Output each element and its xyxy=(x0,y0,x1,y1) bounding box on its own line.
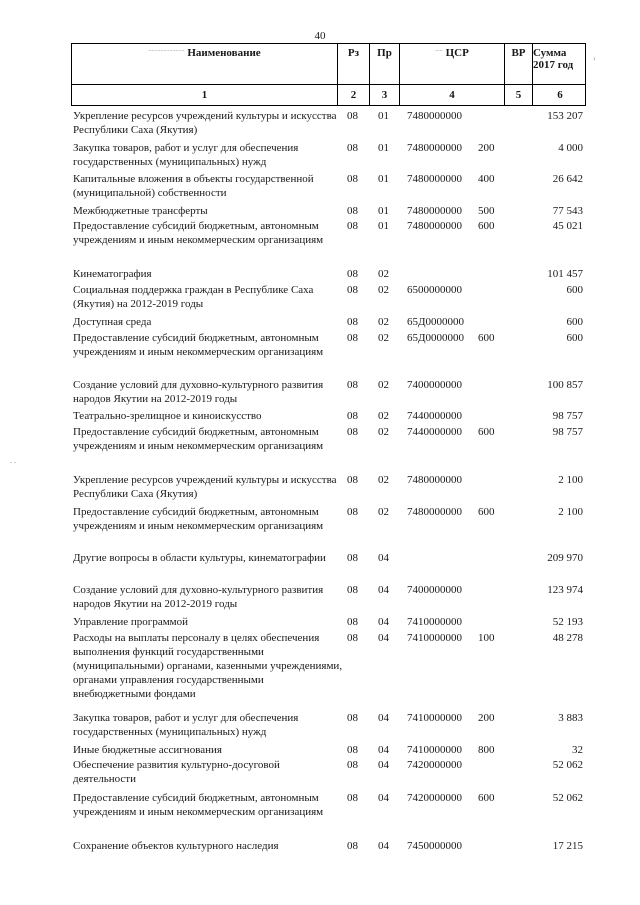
cell-pr: 04 xyxy=(378,840,389,852)
cell-sum: 153 207 xyxy=(547,110,583,122)
scan-artifact: ........................ xyxy=(148,47,185,53)
cell-csr: 7400000000 xyxy=(407,584,462,596)
cell-vr: 400 xyxy=(478,173,495,185)
cell-rz: 08 xyxy=(347,584,358,596)
cell-csr: 7410000000 xyxy=(407,632,462,644)
cell-pr: 04 xyxy=(378,632,389,644)
cell-sum: 48 278 xyxy=(552,632,583,644)
cell-sum: 17 215 xyxy=(552,840,583,852)
cell-rz: 08 xyxy=(347,379,358,391)
cell-csr: 7440000000 xyxy=(407,426,462,438)
cell-sum: 4 000 xyxy=(558,142,583,154)
cell-name: Предоставление субсидий бюджетным, автономным учреждениям и иным некоммерческим организациям xyxy=(73,332,324,358)
page-number: 40 xyxy=(314,30,326,42)
cell-pr: 02 xyxy=(378,332,389,344)
cell-csr: 7480000000 xyxy=(407,142,462,154)
cell-csr: 7480000000 xyxy=(407,506,462,518)
margin-mark: › xyxy=(593,54,596,63)
cell-rz: 08 xyxy=(347,506,358,518)
cell-name: Закупка товаров, работ и услуг для обеспечения государственных (муниципальных) нужд xyxy=(73,142,299,168)
cell-name: Предоставление субсидий бюджетным, автономным учреждениям и иным некоммерческим организациям xyxy=(73,220,324,246)
cell-pr: 04 xyxy=(378,712,389,724)
cell-vr: 500 xyxy=(478,205,495,217)
cell-name: Кинематография xyxy=(73,268,152,280)
cell-pr: 02 xyxy=(378,316,389,328)
cell-pr: 01 xyxy=(378,173,389,185)
cell-name: Закупка товаров, работ и услуг для обеспечения государственных (муниципальных) нужд xyxy=(73,712,299,738)
cell-pr: 02 xyxy=(378,410,389,422)
cell-sum: 2 100 xyxy=(558,474,583,486)
cell-sum: 52 193 xyxy=(552,616,583,628)
cell-rz: 08 xyxy=(347,142,358,154)
cell-rz: 08 xyxy=(347,316,358,328)
cell-pr: 04 xyxy=(378,792,389,804)
cell-sum: 600 xyxy=(566,284,583,296)
cell-csr: 7480000000 xyxy=(407,205,462,217)
cell-name: Сохранение объектов культурного наследия xyxy=(73,840,279,852)
cell-rz: 08 xyxy=(347,840,358,852)
cell-csr: 7410000000 xyxy=(407,712,462,724)
cell-rz: 08 xyxy=(347,712,358,724)
cell-rz: 08 xyxy=(347,205,358,217)
cell-name: Предоставление субсидий бюджетным, автономным учреждениям и иным некоммерческим организациям xyxy=(73,792,324,818)
cell-rz: 08 xyxy=(347,552,358,564)
cell-rz: 08 xyxy=(347,759,358,771)
cell-vr: 600 xyxy=(478,792,495,804)
cell-name: Иные бюджетные ассигнования xyxy=(73,744,222,756)
cell-vr: 200 xyxy=(478,142,495,154)
cell-rz: 08 xyxy=(347,332,358,344)
cell-rz: 08 xyxy=(347,110,358,122)
header-name-cell xyxy=(72,44,338,84)
cell-rz: 08 xyxy=(347,220,358,232)
cell-sum: 77 543 xyxy=(552,205,583,217)
cell-sum: 100 857 xyxy=(547,379,583,391)
scan-artifact: ..... xyxy=(435,47,443,53)
cell-sum: 26 642 xyxy=(552,173,583,185)
cell-csr: 7450000000 xyxy=(407,840,462,852)
header-rz-cell xyxy=(338,44,370,84)
col-number-2: 2 xyxy=(338,85,370,105)
header-csr: ЦСР xyxy=(445,47,469,59)
col-number-1: 1 xyxy=(72,85,338,105)
cell-sum: 101 457 xyxy=(547,268,583,280)
cell-sum: 45 021 xyxy=(552,220,583,232)
cell-sum: 600 xyxy=(566,316,583,328)
cell-sum: 600 xyxy=(566,332,583,344)
cell-pr: 04 xyxy=(378,552,389,564)
cell-csr: 7410000000 xyxy=(407,616,462,628)
cell-name: Создание условий для духовно-культурного развития народов Якутии на 2012-2019 годы xyxy=(73,584,324,610)
cell-name: Предоставление субсидий бюджетным, автономным учреждениям и иным некоммерческим организациям xyxy=(73,426,324,452)
cell-pr: 02 xyxy=(378,426,389,438)
header-csr-cell xyxy=(400,44,505,84)
cell-vr: 600 xyxy=(478,332,495,344)
header-pr-cell xyxy=(370,44,400,84)
cell-rz: 08 xyxy=(347,173,358,185)
cell-vr: 600 xyxy=(478,220,495,232)
cell-sum: 209 970 xyxy=(547,552,583,564)
cell-name: Капитальные вложения в объекты государственной (муниципальной) собственности xyxy=(73,173,314,199)
cell-rz: 08 xyxy=(347,410,358,422)
cell-pr: 02 xyxy=(378,506,389,518)
cell-pr: 04 xyxy=(378,744,389,756)
header-sum-cell xyxy=(533,44,587,84)
cell-name: Доступная среда xyxy=(73,316,152,328)
cell-name: Обеспечение развития культурно-досуговой деятельности xyxy=(73,759,280,785)
margin-mark: . . xyxy=(10,456,16,465)
cell-name: Предоставление субсидий бюджетным, автономным учреждениям и иным некоммерческим организациям xyxy=(73,506,324,532)
table-header xyxy=(71,43,586,106)
cell-sum: 98 757 xyxy=(552,426,583,438)
header-titles-row xyxy=(71,43,586,84)
cell-sum: 32 xyxy=(572,744,583,756)
cell-csr: 7480000000 xyxy=(407,173,462,185)
header-vr-cell xyxy=(505,44,533,84)
cell-rz: 08 xyxy=(347,616,358,628)
cell-rz: 08 xyxy=(347,792,358,804)
cell-vr: 800 xyxy=(478,744,495,756)
cell-csr: 6500000000 xyxy=(407,284,462,296)
col-number-6: 6 xyxy=(557,89,563,101)
col-number-5: 5 xyxy=(505,85,533,105)
cell-pr: 02 xyxy=(378,284,389,296)
header-sum: Сумма 2017 год xyxy=(533,47,574,71)
cell-sum: 52 062 xyxy=(552,759,583,771)
cell-rz: 08 xyxy=(347,474,358,486)
cell-pr: 04 xyxy=(378,584,389,596)
cell-vr: 200 xyxy=(478,712,495,724)
cell-sum: 52 062 xyxy=(552,792,583,804)
cell-csr: 7480000000 xyxy=(407,110,462,122)
cell-pr: 04 xyxy=(378,759,389,771)
cell-csr: 7480000000 xyxy=(407,220,462,232)
cell-csr: 65Д0000000 xyxy=(407,316,465,328)
cell-name: Другие вопросы в области культуры, кинематографии xyxy=(73,552,326,564)
cell-pr: 04 xyxy=(378,616,389,628)
cell-pr: 02 xyxy=(378,268,389,280)
cell-rz: 08 xyxy=(347,744,358,756)
header-rz: Рз xyxy=(347,47,360,59)
cell-sum: 3 883 xyxy=(558,712,583,724)
col-number-3: 3 xyxy=(370,85,400,105)
cell-vr: 600 xyxy=(478,506,495,518)
cell-rz: 08 xyxy=(347,268,358,280)
cell-pr: 01 xyxy=(378,110,389,122)
cell-vr: 600 xyxy=(478,426,495,438)
cell-csr: 7420000000 xyxy=(407,759,462,771)
cell-pr: 02 xyxy=(378,379,389,391)
cell-name: Укрепление ресурсов учреждений культуры и искусства Республики Саха (Якутия) xyxy=(73,474,337,500)
cell-vr: 100 xyxy=(478,632,495,644)
cell-name: Создание условий для духовно-культурного развития народов Якутии на 2012-2019 годы xyxy=(73,379,324,405)
cell-csr: 7420000000 xyxy=(407,792,462,804)
header-pr: Пр xyxy=(377,47,392,59)
cell-rz: 08 xyxy=(347,426,358,438)
cell-name: Расходы на выплаты персоналу в целях обеспечения выполнения функций государственными (муниципальными) органами, казенными учреждениями, органами управления государственными внебюджетными фондами xyxy=(73,632,343,700)
cell-pr: 01 xyxy=(378,142,389,154)
cell-pr: 01 xyxy=(378,220,389,232)
cell-sum: 123 974 xyxy=(547,584,583,596)
cell-sum: 98 757 xyxy=(552,410,583,422)
cell-csr: 7400000000 xyxy=(407,379,462,391)
cell-sum: 2 100 xyxy=(558,506,583,518)
cell-name: Межбюджетные трансферты xyxy=(73,205,208,217)
cell-csr: 65Д0000000 xyxy=(407,332,465,344)
header-numbers-row xyxy=(71,84,586,106)
cell-pr: 02 xyxy=(378,474,389,486)
cell-csr: 7410000000 xyxy=(407,744,462,756)
header-name: Наименование xyxy=(187,47,261,59)
header-vr: ВР xyxy=(511,47,526,59)
cell-pr: 01 xyxy=(378,205,389,217)
cell-name: Театрально-зрелищное и киноискусство xyxy=(73,410,262,422)
cell-rz: 08 xyxy=(347,632,358,644)
cell-name: Укрепление ресурсов учреждений культуры и искусства Республики Саха (Якутия) xyxy=(73,110,337,136)
cell-name: Социальная поддержка граждан в Республике Саха (Якутия) на 2012-2019 годы xyxy=(73,284,314,310)
col-number-4: 4 xyxy=(400,85,505,105)
cell-csr: 7480000000 xyxy=(407,474,462,486)
cell-csr: 7440000000 xyxy=(407,410,462,422)
cell-name: Управление программой xyxy=(73,616,189,628)
cell-rz: 08 xyxy=(347,284,358,296)
